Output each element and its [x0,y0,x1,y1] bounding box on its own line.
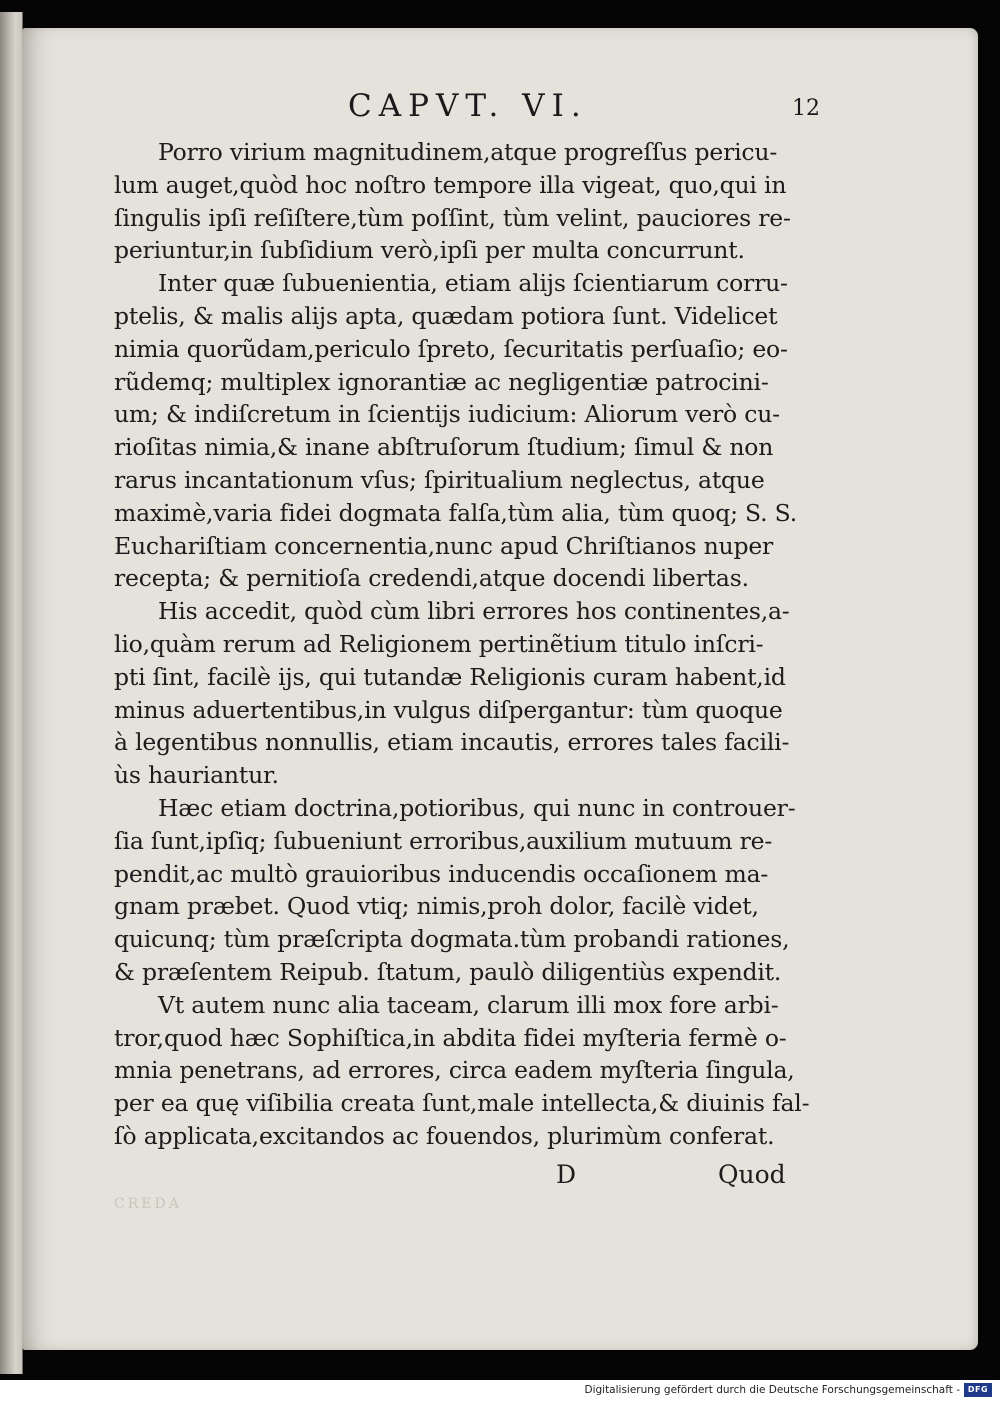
text-line: rũdemq; multiplex ignorantiæ ac negligentiæ patrocini- [114,367,769,396]
text-line: minus aduertentibus,in vulgus diſpergantur: tùm quoque [114,695,783,724]
digitization-footer [0,1380,1000,1401]
paragraph-4 [114,792,834,989]
text-line: ſingulis ipſi reſiſtere,tùm poſſint, tùm velint, pauciores re- [114,203,791,232]
catchword: Quod [718,1160,786,1189]
running-head: CAPVT. VI. [348,88,588,124]
text-line: Euchariſtiam concernentia,nunc apud Chriſtianos nuper [114,531,774,560]
text-line: ptelis, & malis alijs apta, quædam potiora ſunt. Videlicet [114,301,778,330]
catch-line [114,1160,834,1196]
text-line: nimia quorũdam,periculo ſpreto, ſecuritatis perſuaſio; eo- [114,334,788,363]
text-line: Vt autem nunc alia taceam, clarum illi mox fore arbi- [158,990,779,1019]
body-text [114,136,834,1153]
text-line: Hæc etiam doctrina,potioribus, qui nunc in controuer- [158,793,796,822]
footer-credit: Digitalisierung gefördert durch die Deutsche Forschungsgemeinschaft - [584,1384,960,1396]
signature-mark: D [556,1160,577,1189]
text-line: His accedit, quòd cùm libri errores hos continentes,a- [158,597,790,626]
text-line: rioſitas nimia,& inane abſtruſorum ſtudium; ſimul & non [114,433,774,462]
text-line: lum auget,quòd hoc noſtro tempore illa vigeat, quo,qui in [114,170,787,199]
text-line: mnia penetrans, ad errores, circa eadem myſteria ſingula, [114,1056,795,1085]
text-line: rarus incantationum vſus; ſpiritualium neglectus, atque [114,465,765,494]
dfg-logo: DFG [964,1383,992,1397]
text-line: pti ſint, facilè ijs, qui tutandæ Religionis curam habent,id [114,662,786,691]
text-line: Inter quæ ſubuenientia, etiam alijs ſcientiarum corru- [158,269,788,298]
paragraph-2 [114,267,834,595]
page-number: 12 [792,96,820,121]
text-line: à legentibus nonnullis, etiam incautis, errores tales facili- [114,728,790,757]
paragraph-5 [114,989,834,1153]
text-line: lio,quàm rerum ad Religionem pertinẽtium titulo inſcri- [114,629,764,658]
text-line: maximè,varia fidei dogmata falſa,tùm alia, tùm quoq; S. S. [114,498,797,527]
paragraph-1 [114,136,834,267]
text-line: pendit,ac multò grauioribus inducendis occaſionem ma- [114,859,769,888]
text-line: gnam præbet. Quod vtiq; nimis,proh dolor, facilè videt, [114,892,759,921]
book-spine-edge [0,12,23,1374]
text-line: & præſentem Reipub. ſtatum, paulò diligentiùs expendit. [114,957,782,986]
text-line: per ea quę viſibilia creata ſunt,male intellecta,& diuinis fal- [114,1089,810,1118]
text-line: Porro virium magnitudinem,atque progreſſus pericu- [158,138,778,166]
text-line: um; & indiſcretum in ſcientijs iudicium: Aliorum verò cu- [114,400,780,429]
text-line: tror,quod hæc Sophiſtica,in abdita fidei myſteria fermè o- [114,1023,787,1052]
bleed-through-text: CREDA [114,1196,182,1212]
text-line: recepta; & pernitioſa credendi,atque docendi libertas. [114,564,749,593]
paragraph-3 [114,595,834,792]
text-line: ùs hauriantur. [114,761,279,790]
text-line: quicunq; tùm præſcripta dogmata.tùm probandi rationes, [114,925,790,954]
text-line: ſò applicata,excitandos ac fouendos, plurimùm conferat. [114,1121,775,1150]
text-line: periuntur,in ſubſidium verò,ipſi per multa concurrunt. [114,236,745,265]
text-line: ſia ſunt,ipſiq; ſubueniunt erroribus,auxilium mutuum re- [114,826,773,855]
